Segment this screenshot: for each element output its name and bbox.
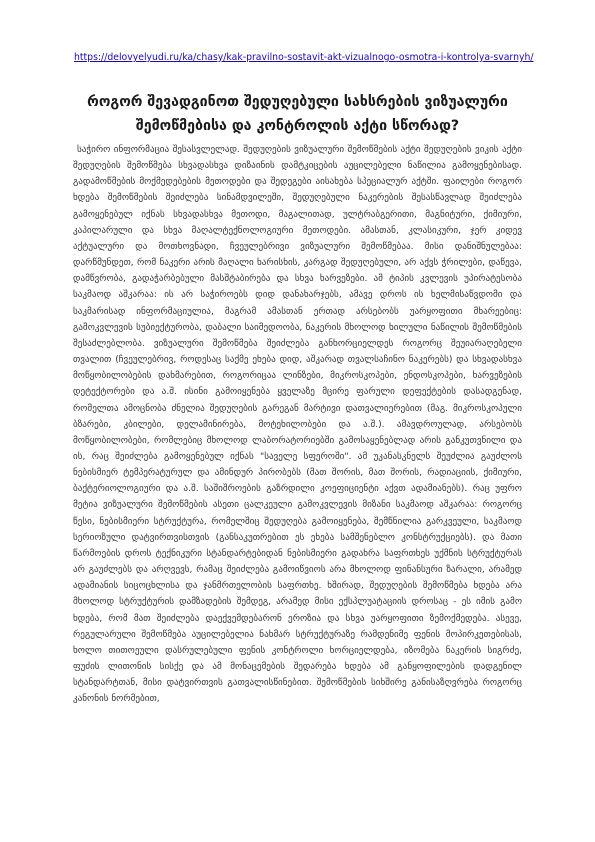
article-body: საჭირო ინფორმაცია შესასვლელად. შედუღების ვიზუალური შემოწმების აქტი შედუღების ვიკის აქტი შედუღების შემოწმება სხვადასხვა დიზაინის დამტკიცების აუცილებელი ნაწილია გამოყენებისად. გადამოწმების მოქმედებების მეთოდები და შედეგები აისახება სპეციალურ აქტში. ფაილები როგორ ხდება შემოწმების შეიძლება სინამდვილეში, შედუღებული ნაკერების შესასწავლად შეიძლება გამოყენებულ იქნას სხვადასხვა მეთოდი, მაგალითად, ულტრაბგერითი, მაგნიტური, ქიმიური, კაპილარული და სხვა მაღალტექნოლოგიური მეთოდები. ამასთან, კლასიკური, ჯერ კიდევ აქტუალური და მოთხოვნადი, ჩვეულებრივი ვიზუალური შემოწმებაა. მისი დანიშნულებაა: დარწმუნდეთ, რომ ნაკერი არის მაღალი ხარისხის, კარგად შედუღებული, არ აქვს ჭრილები, დაწევა, დამწვრობა, გადაჭარბებული მასშტაბირება და სხვა ხარვეზები. ამ ტიპის კვლევის უპირატესობა საკმაოდ აშკარაა: ის არ საჭიროებს დიდ დანახარჯებს, ამავე დროს ის ხელმისაწვდომი და საკმარისად ინფორმაციულია, მაგრამ ამასთან ერთად არსებობს უარყოფითი მხარეებიც: გამოკვლევის სუბიექტურობა, დაბალი საიმედოობა, ნაკერის მხოლოდ ხილული ნაწილის შემოწმების შესაძლებლობა. ვიზუალური შემოწმება შეიძლება განხორციელდეს როგორც შეუიარაღებელი თვალით (ჩვეულებრივ, როდესაც საქმე ეხება დიდ, აშკარად თვალსაჩინო ნაკერებს) და სხვადასხვა მოწყობილობების დახმარებით, როგორიცაა ლინზები, მიკროსკოპები, ენდოსკოპები, ხარვეზების დეტექტორები და ა.შ. ისინი გამოიყენება ყველაზე მცირე ფარული დეფექტების დასადგენად, რომელთა ამოცნობა ძნელია შედუღების გარეგან მარტივი დათვალიერებით (მაგ. მიკროსკოპული ბზარები, კბილები, დელამინირება, მოტეხილობები და ა.შ.). ამავდროულად, არსებობს მოწყობილობები, რომლებიც მხოლოდ ლაბორატორიებში გამოსაყენებლად არის განკუთვნილი და ის, რაც შეიძლება გამოყენებულ იქნას "საველე სფეროში". ამ უკანასკნელს შეუძლია გაუძლოს ნებისმიერ ტემპერატურულ და ამინდურ პირობებს (მათ შორის, მათ შორის, რადიაციის, ქიმიური, ბაქტერიოლოგიური და ა.შ. საშიშროების გაზრდილი კოეფიციენტი აქვთ ადამიანებს). რაც უფრო მეტია ვიზუალური შემოწმების ასეთი ცალკეული გამოკვლევის მიზანი საკმაოდ აშკარაა: როგორც წესი, ნებისმიერი სტრუქტურა, რომელშიც შედუღება გამოიყენება, შემწნილია გარკვეული, საკმაოდ სერიოზული დატვირთვისთვის (განსაკუთრებით ეს ეხება სამშენებლო კონსტრუქციებს). და მათი წარმოების დროს ტექნიკური სტანდარტებიდან ნებისმიერი გადახრა საფრთხეს უქმნის სტრუქტურას არ გაუძლებს და არღვევს, რამაც შეიძლება გამოიწვიოს არა მხოლოდ ფინანსური ზარალი, არამედ ადამიანის სიცოცხლისა და ჯანმრთელობის საფრთხე. ხშირად, შედუღების შემოწმება ხდება არა მხოლოდ სტრუქტურის დამზადების შემდეგ, არამედ მისი ექსპლუატაციის დროსაც - ეს იმის გამო ხდება, რომ მათ შეიძლება დაექვემდებარონ ეროზია და სხვა უარყოფითი ზემოქმედება. ასევე, რეგულარული შემოწმება აუცილებელია ნახმარ სტრუქტურაზე რამდენიმე ფენის მოპირკეთებისას, ხოლო თითოეული დასრულებული ფენის კონტროლი ხორციელდება, იზომება ნაკერის სიგრძე, ფუძის ლითონის სისქე და ამ მონაცემების შედარება ხდება ამ განყოფილების დადგენილ სტანდარტთან, მისი დატვირთვის გათვალისწინებით. შემოწმების სიხშირე განისაზღვრება როგორც კანონის ნორმებით, xyxy=(73,145,522,705)
article-title: როგორ შევადგინოთ შედუღებული სახსრების ვიზუალური შემოწმებისა და კონტროლის აქტი სწორად? xyxy=(87,94,508,134)
source-url-link[interactable]: https://delovyelyudi.ru/ka/chasy/kak-pravilno-sostavit-akt-vizualnogo-osmotra-i-kontrolya-svarnyh/ xyxy=(74,52,534,63)
